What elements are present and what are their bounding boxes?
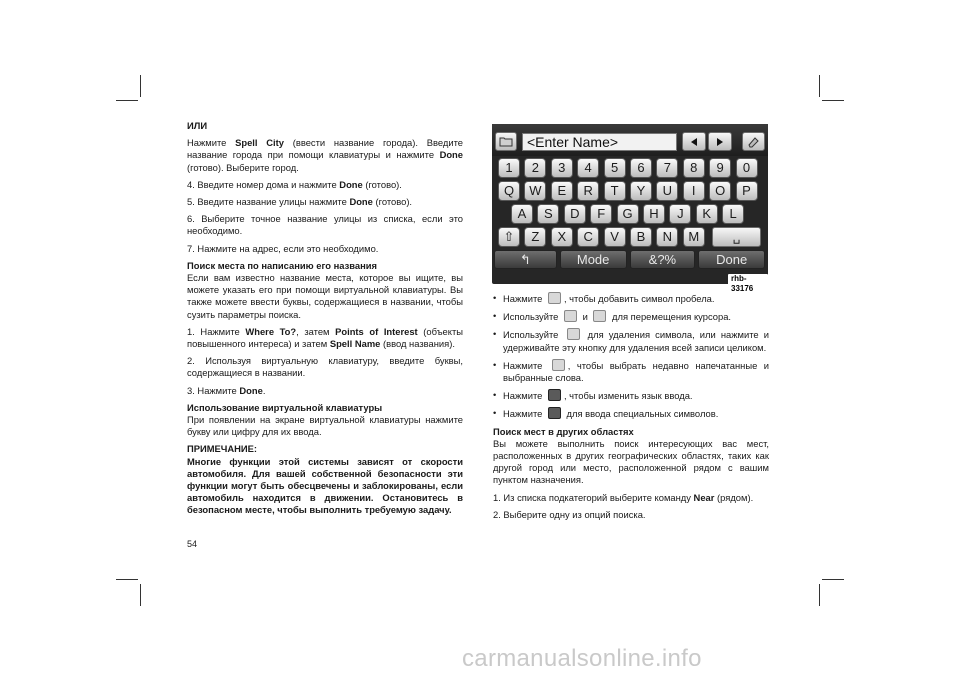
back-button[interactable] [494, 250, 557, 269]
image-reference-tag: rhb-33176 [728, 274, 768, 294]
or-heading: ИЛИ [187, 120, 208, 131]
eraser-icon [567, 328, 580, 340]
key-m[interactable]: M [683, 227, 705, 247]
crop-mark [116, 100, 138, 101]
key-1[interactable]: 1 [498, 158, 520, 178]
key-d[interactable]: D [564, 204, 586, 224]
key-s[interactable]: S [537, 204, 559, 224]
keyboard-top-bar [492, 124, 768, 156]
step-6: 6. Выберите точное название улицы из списка, если это необходимо. [187, 213, 463, 237]
symbols-button[interactable]: &?% [630, 250, 696, 269]
cursor-left-button[interactable] [682, 132, 706, 151]
area-step-1: 1. Из списка подкатегорий выберите команду Near (рядом). [493, 491, 754, 503]
note-body: Многие функции этой системы зависят от скорости автомобиля. Для вашей собственной безопасности эти функции могут быть обесцвечены и заблокированы, если автомобиль находится в движении. Остановитесь в безопасном месте, чтобы выполнить требуемую задачу. [187, 455, 463, 516]
key-3[interactable]: 3 [551, 158, 573, 178]
bullet-recent: • Нажмите , чтобы выбрать недавно напечатанные и выбранные слова. [493, 359, 769, 384]
note-heading: ПРИМЕЧАНИЕ: [187, 443, 258, 455]
crop-mark [819, 584, 820, 606]
key-u[interactable]: U [656, 181, 678, 201]
section-heading-other-areas: Поиск мест в других областях [493, 425, 634, 437]
bullet-cursor: • Используйте и для перемещения курсора. [493, 310, 769, 323]
spell-city-paragraph: Нажмите Spell City (ввести название города). Введите название города при помощи клавиатуры и нажмите Done (готово). Выберите город. [187, 137, 463, 173]
section-body-other-areas: Вы можете выполнить поиск интересующих вас мест, расположенных в других географических областях, таких как другой город или место, расположенной рядом с вашим пунктом назначения. [493, 437, 769, 486]
key-k[interactable]: K [696, 204, 718, 224]
key-4[interactable]: 4 [577, 158, 599, 178]
folder-icon [499, 136, 513, 147]
step-5: 5. Введите название улицы нажмите Done (готово). [187, 196, 413, 208]
key-j[interactable]: J [669, 204, 691, 224]
key-y[interactable]: Y [630, 181, 652, 201]
key-row-zxcv [498, 227, 709, 249]
bullet-symbols: • Нажмите для ввода специальных символов. [493, 407, 769, 420]
key-i[interactable]: I [683, 181, 705, 201]
key-row-qwerty [498, 181, 762, 203]
space-key-icon [548, 292, 561, 304]
page-number: 54 [187, 539, 198, 549]
eraser-icon [747, 136, 760, 148]
space-key[interactable] [712, 227, 761, 247]
section-heading-keyboard: Использование виртуальной клавиатуры [187, 401, 383, 413]
delete-button[interactable] [742, 132, 765, 151]
space-icon: ␣ [732, 230, 741, 244]
recent-words-button[interactable] [495, 132, 517, 151]
right-column [493, 292, 769, 526]
key-r[interactable]: R [577, 181, 599, 201]
symbols-key-icon [548, 407, 561, 419]
key-h[interactable]: H [643, 204, 665, 224]
key-0[interactable]: 0 [736, 158, 758, 178]
spell-step-3: 3. Нажмите Done. [187, 384, 266, 396]
section-body-keyboard: При появлении на экране виртуальной клавиатуры нажмите букву или цифру для их ввода. [187, 414, 463, 438]
key-e[interactable]: E [551, 181, 573, 201]
spell-step-1: 1. Нажмите Where To?, затем Points of Interest (объекты повышенного интереса) и затем Spell Name (ввод названия). [187, 325, 464, 350]
bullet-delete: • Используйте для удаления символа, или нажмите и удерживайте эту кнопку для удаления всей записи целиком. [493, 328, 769, 353]
key-t[interactable]: T [604, 181, 626, 201]
key-f[interactable]: F [590, 204, 612, 224]
crop-mark [822, 100, 844, 101]
key-9[interactable]: 9 [709, 158, 731, 178]
name-input-field[interactable]: <Enter Name> [522, 133, 677, 151]
key-x[interactable]: X [551, 227, 573, 247]
key-6[interactable]: 6 [630, 158, 652, 178]
mode-button[interactable]: Mode [560, 250, 627, 269]
cursor-right-button[interactable] [708, 132, 732, 151]
keyboard-screenshot [492, 124, 768, 293]
spell-step-2: 2. Используя виртуальную клавиатуру, введите буквы, содержащиеся в названии. [187, 355, 463, 379]
key-w[interactable]: W [524, 181, 546, 201]
step-7: 7. Нажмите на адрес, если это необходимо. [187, 242, 379, 254]
bullet-mode: • Нажмите , чтобы изменить язык ввода. [493, 389, 769, 402]
section-body-spell-name: Если вам известно название места, которое вы ищите, вы можете указать его при помощи виртуальной клавиатуры. Вы также можете ввести буквы, содержащиеся в названии, чтобы сузить параметры поиска. [187, 272, 463, 320]
key-p[interactable]: P [736, 181, 758, 201]
key-row-digits [498, 158, 762, 180]
area-step-2: 2. Выберите одну из опций поиска. [493, 508, 646, 520]
key-q[interactable]: Q [498, 181, 520, 201]
key-2[interactable]: 2 [524, 158, 546, 178]
back-arrow-icon: ↰ [519, 252, 531, 267]
bullet-space: • Нажмите , чтобы добавить символ пробела. [493, 292, 769, 305]
key-z[interactable]: Z [524, 227, 546, 247]
folder-icon [552, 359, 565, 371]
key-row-asdf [511, 204, 749, 226]
left-column [187, 120, 463, 522]
crop-mark [116, 579, 138, 580]
key-8[interactable]: 8 [683, 158, 705, 178]
watermark: carmanualsonline.info [462, 645, 702, 672]
key-v[interactable]: V [604, 227, 626, 247]
section-heading-spell-name: Поиск места по написанию его названия [187, 259, 377, 271]
key-l[interactable]: L [722, 204, 744, 224]
key-b[interactable]: B [630, 227, 652, 247]
key-o[interactable]: O [709, 181, 731, 201]
key-c[interactable]: C [577, 227, 599, 247]
crop-mark [819, 75, 820, 97]
crop-mark [140, 75, 141, 97]
arrow-left-icon [689, 137, 699, 147]
arrow-left-icon [564, 310, 577, 322]
key-5[interactable]: 5 [604, 158, 626, 178]
crop-mark [140, 584, 141, 606]
step-4: 4. Введите номер дома и нажмите Done (готово). [187, 178, 402, 190]
key-n[interactable]: N [656, 227, 678, 247]
key-a[interactable]: A [511, 204, 533, 224]
mode-key-icon [548, 389, 561, 401]
keyboard-bottom-bar [492, 250, 768, 271]
key-shift[interactable]: ⇧ [498, 227, 520, 247]
done-button[interactable]: Done [698, 250, 765, 269]
key-7[interactable]: 7 [656, 158, 678, 178]
crop-mark [822, 579, 844, 580]
arrow-right-icon [715, 137, 725, 147]
arrow-right-icon [593, 310, 606, 322]
key-g[interactable]: G [617, 204, 639, 224]
